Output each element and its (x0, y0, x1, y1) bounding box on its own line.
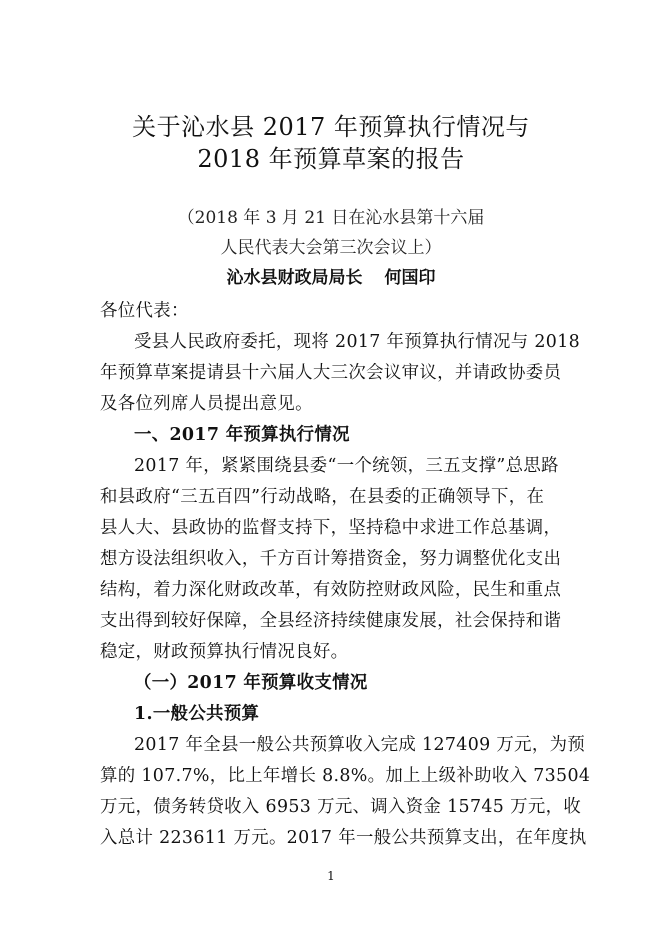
body-line: 县人大、县政协的监督支持下，坚持稳中求进工作总基调， (100, 518, 562, 538)
meeting-info-line-2: 人民代表大会第三次会议上） (220, 238, 442, 258)
meeting-info-line-1: （2018 年 3 月 21 日在沁水县第十六届 (177, 208, 485, 228)
author-name: 何国印 (384, 268, 436, 288)
body-line: 算的 107.7%，比上年增长 8.8%。加上上级补助收入 73504 (100, 766, 591, 786)
body-line: 和县政府“三五百四”行动战略，在县委的正确领导下，在 (100, 487, 545, 507)
body-line: 年预算草案提请县十六届人大三次会议审议，并请政协委员 (100, 363, 562, 383)
author-position: 沁水县财政局局长 (226, 268, 363, 288)
section-heading: 一、2017 年预算执行情况 (134, 425, 350, 445)
body-line: 万元，债务转贷收入 6953 万元、调入资金 15745 万元，收 (100, 797, 582, 817)
body-line: 想方设法组织收入，千方百计筹措资金，努力调整优化支出 (100, 549, 562, 569)
page-number: 1 (327, 869, 335, 883)
report-title-line-2: 2018 年预算草案的报告 (197, 145, 465, 173)
body-line: 支出得到较好保障，全县经济持续健康发展，社会保持和谐 (100, 611, 562, 631)
subsection-heading: （一）2017 年预算收支情况 (134, 673, 368, 693)
report-title-line-1: 关于沁水县 2017 年预算执行情况与 (132, 113, 530, 141)
body-line: 受县人民政府委托，现将 2017 年预算执行情况与 2018 (134, 332, 581, 352)
author-line (0, 266, 662, 290)
body-line: 稳定，财政预算执行情况良好。 (100, 642, 349, 662)
salutation: 各位代表： (100, 301, 189, 321)
subsection-heading: 1.一般公共预算 (134, 704, 260, 724)
body-line: 2017 年全县一般公共预算收入完成 127409 万元，为预 (134, 735, 586, 755)
body-line: 入总计 223611 万元。2017 年一般公共预算支出，在年度执 (100, 828, 587, 848)
body-line: 结构，着力深化财政改革，有效防控财政风险，民生和重点 (100, 580, 562, 600)
body-line: 及各位列席人员提出意见。 (100, 394, 313, 414)
body-line: 2017 年，紧紧围绕县委“一个统领，三五支撑”总思路 (134, 456, 559, 476)
